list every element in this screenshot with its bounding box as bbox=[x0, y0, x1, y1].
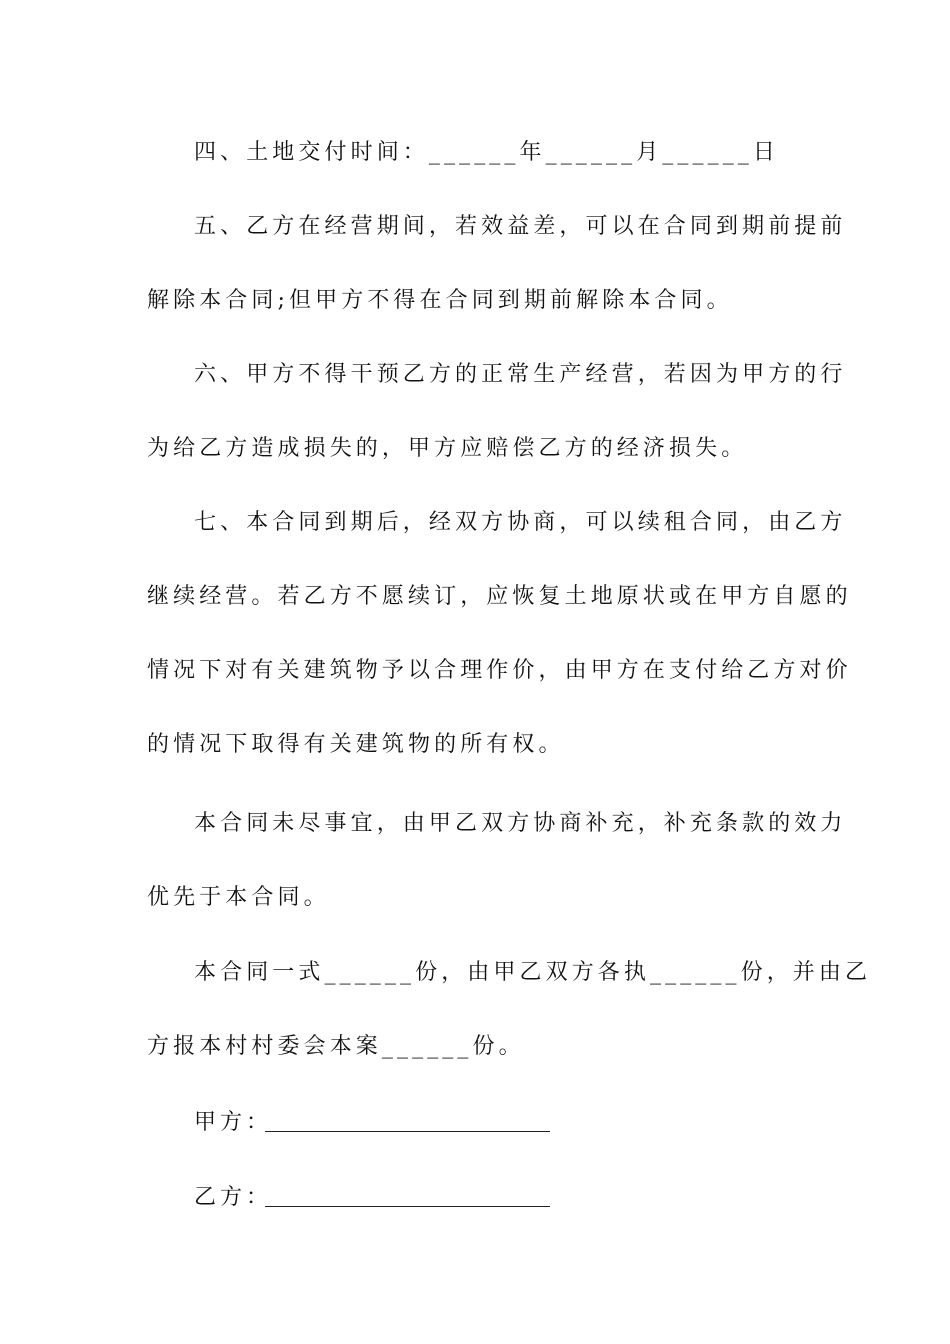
clause-7-line-4: 的情况下取得有关建筑物的所有权。 bbox=[147, 732, 565, 757]
clause-7-line-1: 七、本合同到期后，经双方协商，可以续租合同，由乙方 bbox=[194, 510, 847, 535]
party-a-label: 甲方： bbox=[194, 1110, 273, 1135]
party-a-signature-line bbox=[265, 1131, 550, 1132]
clause-7-line-3: 情况下对有关建筑物予以合理作价，由甲方在支付给乙方对价 bbox=[147, 658, 852, 683]
clause-7-line-2: 继续经营。若乙方不愿续订，应恢复土地原状或在甲方自愿的 bbox=[147, 584, 852, 609]
supplement-line-1: 本合同未尽事宜，由甲乙双方协商补充，补充条款的效力 bbox=[194, 811, 847, 836]
clause-6-line-1: 六、甲方不得干预乙方的正常生产经营，若因为甲方的行 bbox=[194, 362, 847, 387]
clause-5-line-2: 解除本合同;但甲方不得在合同到期前解除本合同。 bbox=[147, 288, 733, 313]
supplement-line-2: 优先于本合同。 bbox=[147, 885, 330, 910]
copies-line-1: 本合同一式______份，由甲乙双方各执______份，并由乙 bbox=[194, 960, 872, 985]
clause-6-line-2: 为给乙方造成损失的，甲方应赔偿乙方的经济损失。 bbox=[147, 436, 748, 461]
party-b-signature-line bbox=[265, 1206, 550, 1207]
clause-5-line-1: 五、乙方在经营期间，若效益差，可以在合同到期前提前 bbox=[194, 214, 847, 239]
party-b-label: 乙方： bbox=[194, 1185, 273, 1210]
clause-4-land-delivery-date: 四、土地交付时间：______年______月______日 bbox=[194, 140, 780, 165]
copies-line-2: 方报本村村委会本案______份。 bbox=[147, 1034, 525, 1059]
